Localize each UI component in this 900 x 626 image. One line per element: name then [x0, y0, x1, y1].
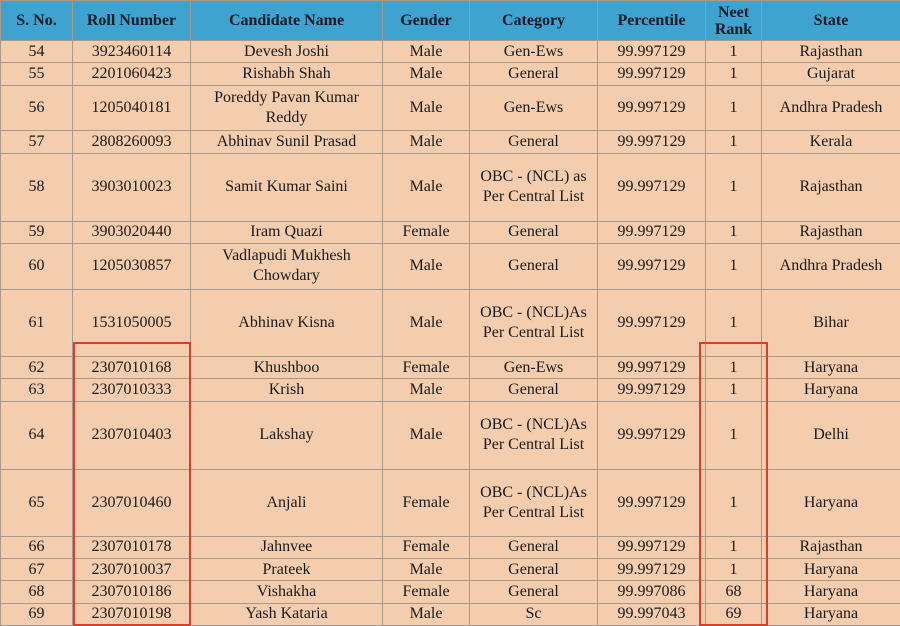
cell-candidate-name: Jahnvee	[191, 536, 383, 558]
cell-s-no: 56	[1, 85, 73, 131]
table-row	[1, 558, 900, 580]
cell-neet-rank: 1	[706, 63, 762, 85]
cell-state: Andhra Pradesh	[762, 244, 900, 290]
cell-gender: Male	[383, 131, 470, 153]
cell-category: OBC - (NCL)As Per Central List	[470, 289, 598, 356]
column-header-s-no: S. No.	[1, 1, 73, 41]
cell-neet-rank: 1	[706, 401, 762, 469]
cell-state: Delhi	[762, 401, 900, 469]
table-row	[1, 153, 900, 221]
table-body	[1, 41, 900, 626]
cell-roll-number: 2307010333	[73, 379, 191, 401]
column-header-candidate-name: Candidate Name	[191, 1, 383, 41]
cell-category: Gen-Ews	[470, 85, 598, 131]
table-row	[1, 581, 900, 603]
cell-neet-rank: 1	[706, 221, 762, 243]
table-row	[1, 401, 900, 469]
table-row	[1, 221, 900, 243]
column-header-roll-number: Roll Number	[73, 1, 191, 41]
cell-percentile: 99.997043	[598, 603, 706, 625]
cell-gender: Female	[383, 581, 470, 603]
cell-percentile: 99.997129	[598, 153, 706, 221]
cell-s-no: 63	[1, 379, 73, 401]
cell-state: Haryana	[762, 469, 900, 536]
cell-candidate-name: Abhinav Sunil Prasad	[191, 131, 383, 153]
cell-candidate-name: Khushboo	[191, 356, 383, 378]
cell-state: Haryana	[762, 356, 900, 378]
cell-neet-rank: 1	[706, 379, 762, 401]
cell-roll-number: 2307010198	[73, 603, 191, 625]
column-header-state: State	[762, 1, 900, 41]
header-row	[1, 1, 900, 41]
table-row	[1, 536, 900, 558]
cell-neet-rank: 1	[706, 289, 762, 356]
cell-percentile: 99.997129	[598, 221, 706, 243]
table-row	[1, 131, 900, 153]
cell-percentile: 99.997129	[598, 63, 706, 85]
column-header-gender: Gender	[383, 1, 470, 41]
cell-category: OBC - (NCL)As Per Central List	[470, 401, 598, 469]
cell-state: Haryana	[762, 581, 900, 603]
cell-gender: Female	[383, 469, 470, 536]
cell-percentile: 99.997129	[598, 41, 706, 63]
cell-state: Bihar	[762, 289, 900, 356]
cell-category: Sc	[470, 603, 598, 625]
cell-category: Gen-Ews	[470, 41, 598, 63]
cell-state: Haryana	[762, 558, 900, 580]
cell-percentile: 99.997129	[598, 379, 706, 401]
cell-candidate-name: Krish	[191, 379, 383, 401]
cell-gender: Male	[383, 41, 470, 63]
cell-candidate-name: Lakshay	[191, 401, 383, 469]
cell-roll-number: 2307010037	[73, 558, 191, 580]
cell-neet-rank: 1	[706, 558, 762, 580]
cell-candidate-name: Samit Kumar Saini	[191, 153, 383, 221]
cell-candidate-name: Anjali	[191, 469, 383, 536]
cell-gender: Male	[383, 401, 470, 469]
cell-candidate-name: Iram Quazi	[191, 221, 383, 243]
cell-category: Gen-Ews	[470, 356, 598, 378]
cell-percentile: 99.997129	[598, 244, 706, 290]
cell-neet-rank: 1	[706, 131, 762, 153]
cell-candidate-name: Poreddy Pavan Kumar Reddy	[191, 85, 383, 131]
table-row	[1, 603, 900, 625]
cell-s-no: 62	[1, 356, 73, 378]
cell-gender: Female	[383, 536, 470, 558]
cell-roll-number: 2307010460	[73, 469, 191, 536]
column-header-neet-rank: Neet Rank	[706, 1, 762, 41]
cell-gender: Male	[383, 63, 470, 85]
table-row	[1, 244, 900, 290]
cell-s-no: 58	[1, 153, 73, 221]
cell-gender: Female	[383, 356, 470, 378]
cell-gender: Male	[383, 85, 470, 131]
column-header-category: Category	[470, 1, 598, 41]
cell-percentile: 99.997129	[598, 558, 706, 580]
cell-percentile: 99.997129	[598, 401, 706, 469]
cell-neet-rank: 1	[706, 469, 762, 536]
cell-state: Rajasthan	[762, 221, 900, 243]
cell-gender: Male	[383, 289, 470, 356]
cell-s-no: 59	[1, 221, 73, 243]
cell-roll-number: 1531050005	[73, 289, 191, 356]
cell-category: General	[470, 131, 598, 153]
cell-roll-number: 2307010168	[73, 356, 191, 378]
cell-s-no: 64	[1, 401, 73, 469]
cell-s-no: 69	[1, 603, 73, 625]
cell-category: General	[470, 558, 598, 580]
cell-s-no: 68	[1, 581, 73, 603]
cell-candidate-name: Abhinav Kisna	[191, 289, 383, 356]
table-row	[1, 289, 900, 356]
cell-roll-number: 1205030857	[73, 244, 191, 290]
cell-s-no: 65	[1, 469, 73, 536]
cell-category: General	[470, 244, 598, 290]
cell-neet-rank: 1	[706, 153, 762, 221]
cell-roll-number: 3903010023	[73, 153, 191, 221]
cell-s-no: 67	[1, 558, 73, 580]
cell-percentile: 99.997129	[598, 85, 706, 131]
cell-roll-number: 2307010178	[73, 536, 191, 558]
cell-state: Haryana	[762, 379, 900, 401]
cell-roll-number: 2307010403	[73, 401, 191, 469]
table-row	[1, 469, 900, 536]
cell-s-no: 61	[1, 289, 73, 356]
cell-neet-rank: 1	[706, 356, 762, 378]
cell-gender: Male	[383, 379, 470, 401]
cell-roll-number: 3923460114	[73, 41, 191, 63]
cell-roll-number: 2808260093	[73, 131, 191, 153]
cell-state: Rajasthan	[762, 41, 900, 63]
column-header-percentile: Percentile	[598, 1, 706, 41]
cell-gender: Female	[383, 221, 470, 243]
cell-s-no: 66	[1, 536, 73, 558]
cell-s-no: 60	[1, 244, 73, 290]
cell-percentile: 99.997129	[598, 536, 706, 558]
cell-roll-number: 2201060423	[73, 63, 191, 85]
cell-percentile: 99.997129	[598, 131, 706, 153]
cell-state: Kerala	[762, 131, 900, 153]
cell-neet-rank: 1	[706, 41, 762, 63]
cell-neet-rank: 69	[706, 603, 762, 625]
cell-gender: Male	[383, 603, 470, 625]
cell-gender: Male	[383, 558, 470, 580]
cell-state: Andhra Pradesh	[762, 85, 900, 131]
table-row	[1, 63, 900, 85]
cell-percentile: 99.997129	[598, 289, 706, 356]
cell-percentile: 99.997086	[598, 581, 706, 603]
cell-s-no: 55	[1, 63, 73, 85]
cell-category: General	[470, 581, 598, 603]
table-row	[1, 41, 900, 63]
cell-neet-rank: 1	[706, 85, 762, 131]
cell-gender: Male	[383, 153, 470, 221]
cell-state: Rajasthan	[762, 153, 900, 221]
cell-category: General	[470, 536, 598, 558]
cell-state: Rajasthan	[762, 536, 900, 558]
cell-neet-rank: 68	[706, 581, 762, 603]
cell-category: General	[470, 63, 598, 85]
cell-neet-rank: 1	[706, 244, 762, 290]
cell-candidate-name: Prateek	[191, 558, 383, 580]
cell-candidate-name: Rishabh Shah	[191, 63, 383, 85]
table-row	[1, 379, 900, 401]
cell-roll-number: 1205040181	[73, 85, 191, 131]
cell-s-no: 54	[1, 41, 73, 63]
cell-s-no: 57	[1, 131, 73, 153]
table-row	[1, 356, 900, 378]
cell-state: Gujarat	[762, 63, 900, 85]
cell-category: General	[470, 221, 598, 243]
cell-gender: Male	[383, 244, 470, 290]
cell-category: OBC - (NCL)As Per Central List	[470, 469, 598, 536]
cell-state: Haryana	[762, 603, 900, 625]
cell-category: General	[470, 379, 598, 401]
cell-neet-rank: 1	[706, 536, 762, 558]
table-row	[1, 85, 900, 131]
cell-roll-number: 2307010186	[73, 581, 191, 603]
cell-candidate-name: Yash Kataria	[191, 603, 383, 625]
cell-candidate-name: Vishakha	[191, 581, 383, 603]
cell-candidate-name: Devesh Joshi	[191, 41, 383, 63]
cell-candidate-name: Vadlapudi Mukhesh Chowdary	[191, 244, 383, 290]
cell-percentile: 99.997129	[598, 356, 706, 378]
cell-percentile: 99.997129	[598, 469, 706, 536]
cell-roll-number: 3903020440	[73, 221, 191, 243]
cell-category: OBC - (NCL) as Per Central List	[470, 153, 598, 221]
